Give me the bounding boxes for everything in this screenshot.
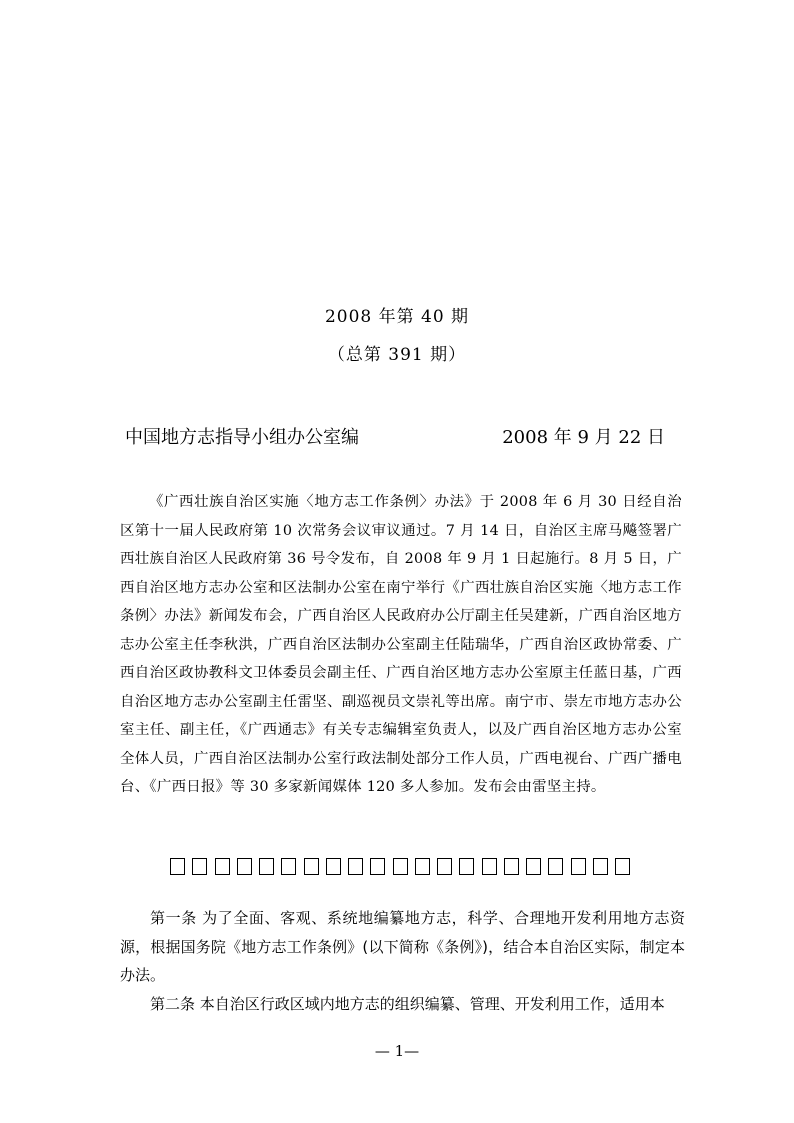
news-paragraph: 《广西壮族自治区实施〈地方志工作条例〉办法》于 2008 年 6 月 30 日经自治区第十一届人民政府第 10 次常务会议审议通过。7 月 14 日，自治区主席马飚签署广西壮族自治区人民政府第 36 号令发布，自 2008 年 9 月 1 日起施行。8 月 5 日，广西自治区地方志办公室和区法制办公室在南宁举行《广西壮族自治区实施〈地方志工作条例〉办法》新闻发布会，广西自治区人民政府办公厅副主任吴建新，广西自治区地方志办公室主任李秋洪，广西自治区法制办公室副主任陆瑞华，广西自治区政协常委、广西自治区政协教科文卫体委员会副主任、广西自治区地方志办公室原主任蓝日基，广西自治区地方志办公室副主任雷坚、副巡视员文崇礼等出席。南宁市、崇左市地方志办公室主任、副主任，《广西通志》有关专志编辑室负责人，以及广西自治区地方志办公室全体人员，广西自治区法制办公室行政法制处部分工作人员，广西电视台、广西广播电台、《广西日报》等 30 多家新闻媒体 120 多人参加。发布会由雷坚主持。: [120, 494, 682, 795]
placeholder-box: [259, 858, 274, 875]
placeholder-box: [281, 858, 296, 875]
issue-total: （总第 391 期）: [327, 345, 467, 365]
placeholder-box: [615, 858, 630, 875]
placeholder-box: [504, 858, 519, 875]
placeholder-box-row: [170, 858, 630, 875]
editor-name: 中国地方志指导小组办公室编: [125, 427, 359, 448]
placeholder-box: [459, 858, 474, 875]
placeholder-box: [415, 858, 430, 875]
placeholder-box: [170, 858, 185, 875]
placeholder-box: [237, 858, 252, 875]
placeholder-box: [571, 858, 586, 875]
placeholder-box: [548, 858, 563, 875]
page-number: — 1—: [374, 1042, 420, 1060]
placeholder-box: [304, 858, 319, 875]
placeholder-box: [593, 858, 608, 875]
publish-date: 2008 年 9 月 22 日: [502, 427, 665, 448]
article-2: 第二条 本自治区行政区域内地方志的组织编纂、管理、开发利用工作，适用本: [150, 995, 665, 1013]
placeholder-box: [370, 858, 385, 875]
placeholder-box: [215, 858, 230, 875]
article-1: 第一条 为了全面、客观、系统地编纂地方志，科学、合理地开发利用地方志资源，根据国务院《地方志工作条例》(以下简称《条例》)，结合本自治区实际，制定本办法。: [120, 909, 685, 984]
placeholder-box: [192, 858, 207, 875]
placeholder-box: [326, 858, 341, 875]
placeholder-box: [437, 858, 452, 875]
placeholder-box: [526, 858, 541, 875]
placeholder-box: [393, 858, 408, 875]
placeholder-box: [482, 858, 497, 875]
placeholder-box: [348, 858, 363, 875]
issue-number: 2008 年第 40 期: [324, 307, 470, 327]
